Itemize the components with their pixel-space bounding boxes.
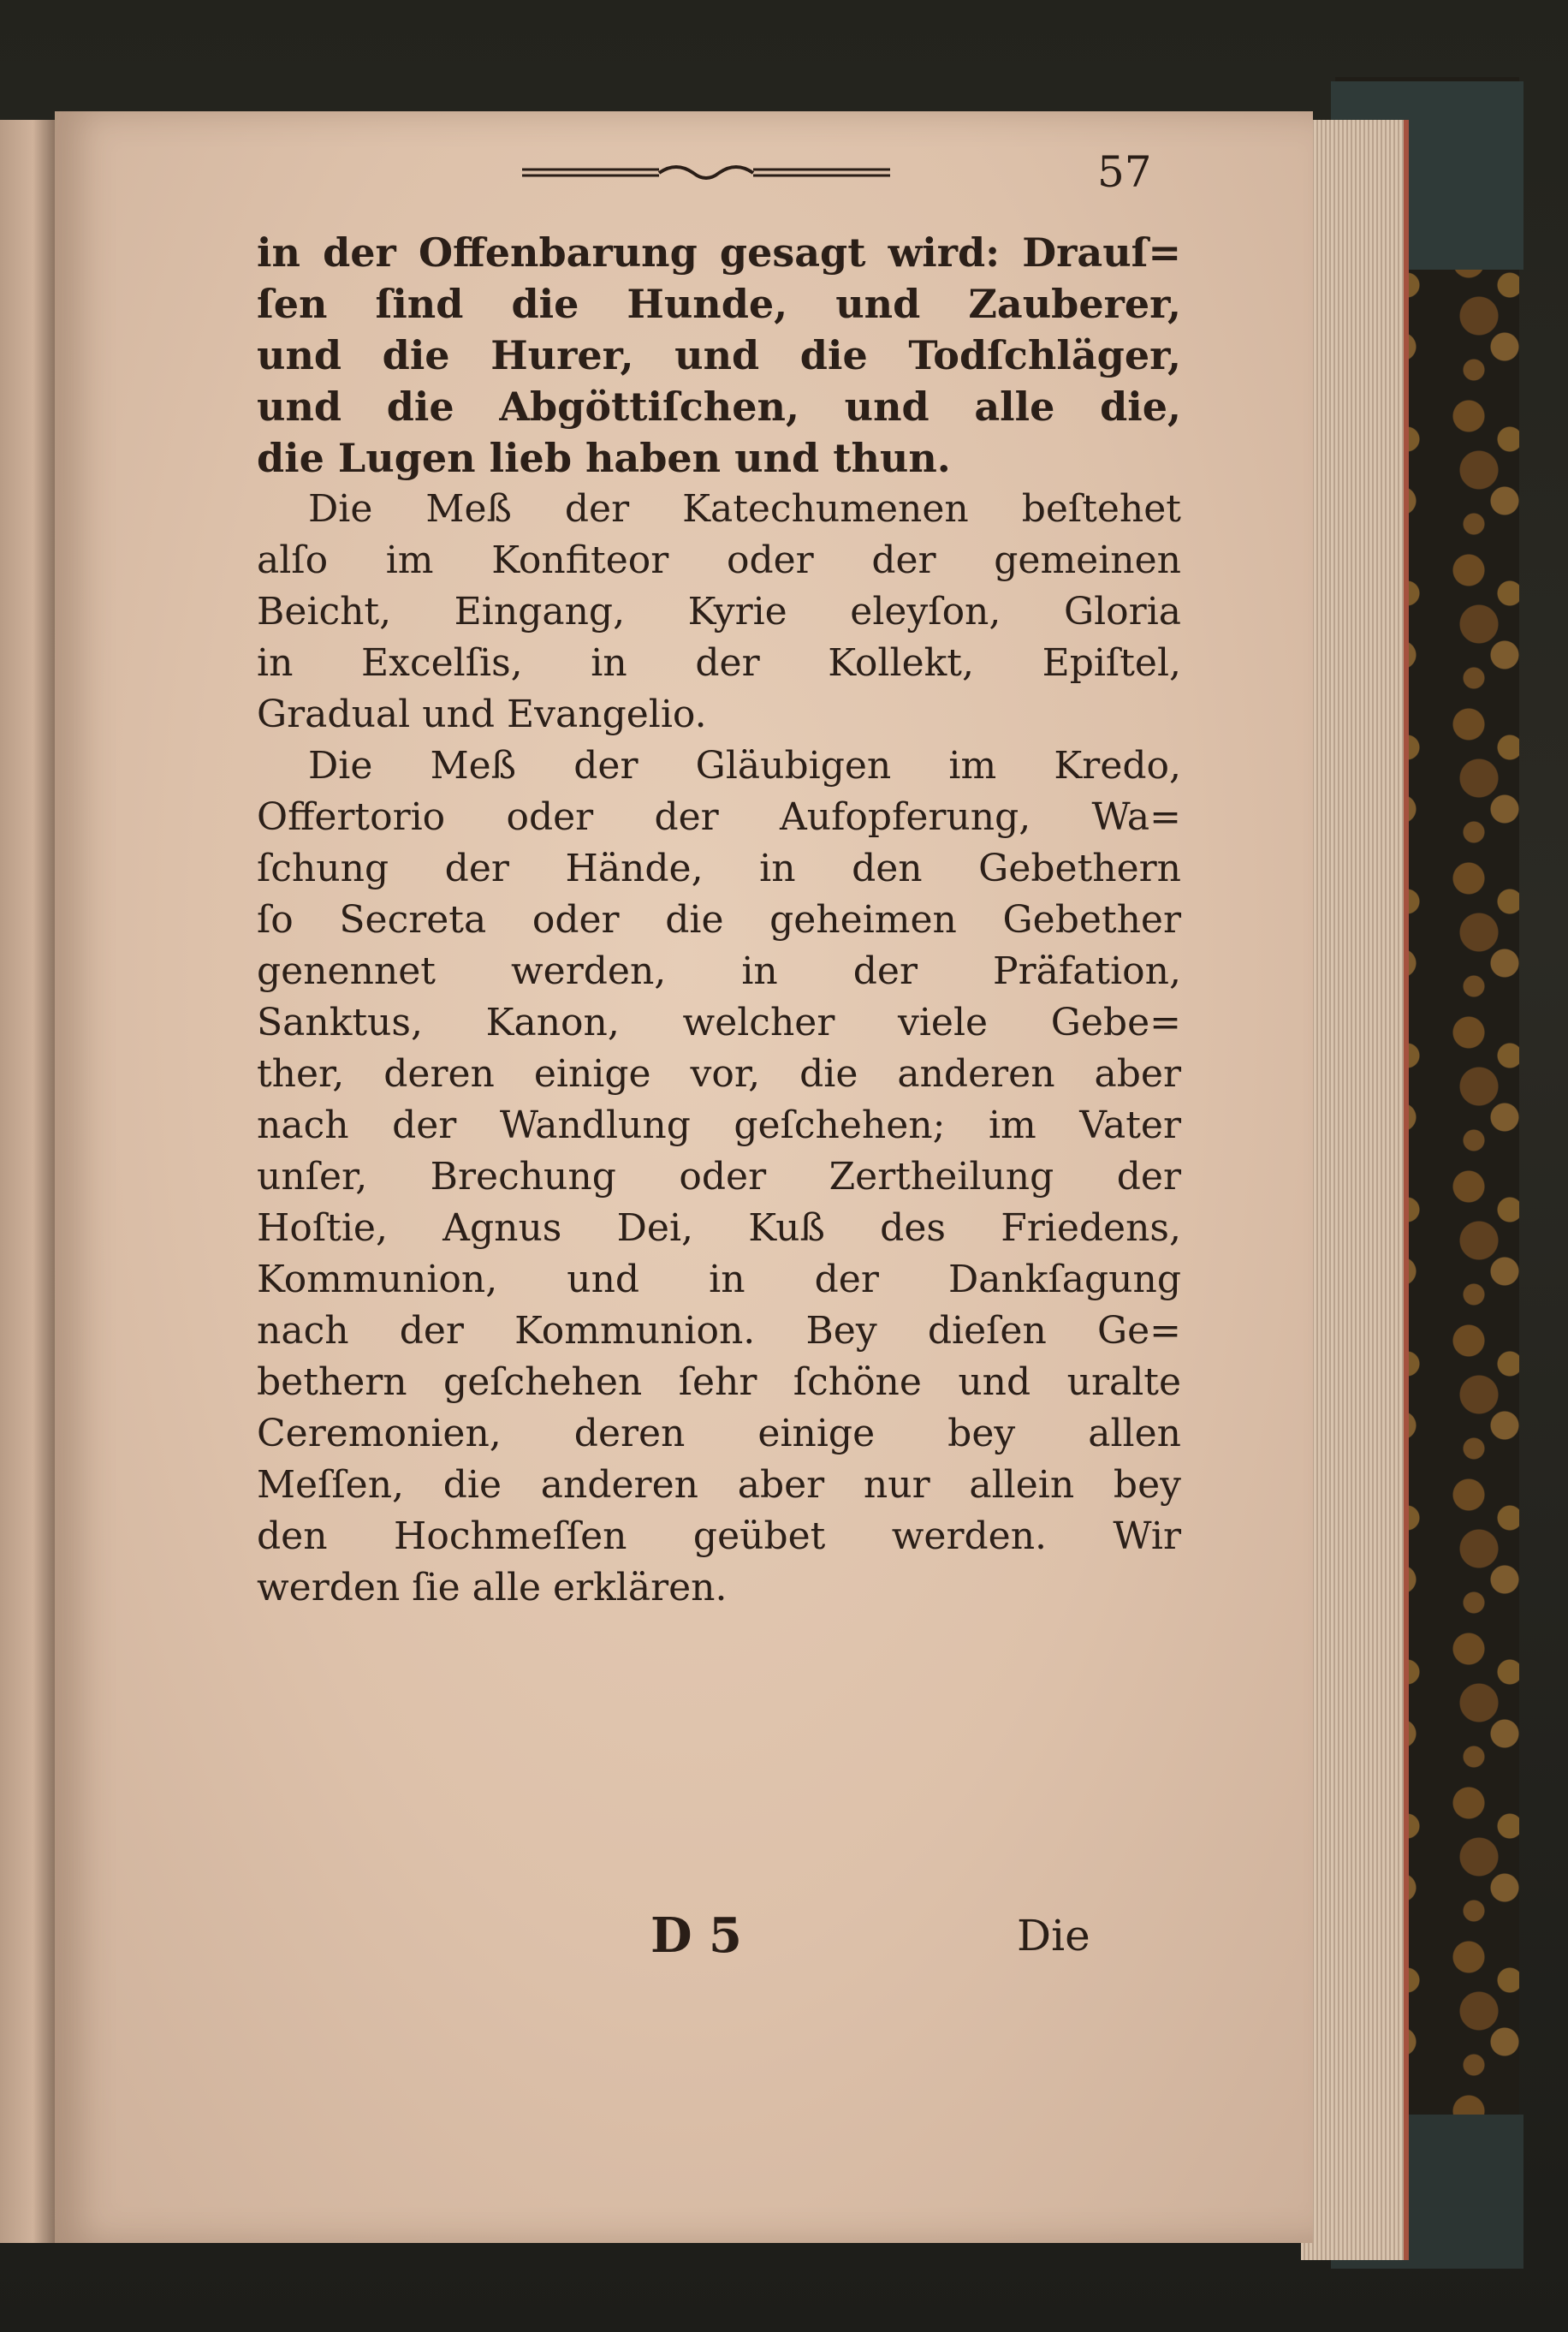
text-line: Offertorio oder der Aufopferung, Wa= xyxy=(257,795,1181,839)
text-line: Gradual und Evangelio. xyxy=(257,693,707,736)
text-line: Ceremonien, deren einige bey allen xyxy=(257,1412,1181,1455)
text-line: ſen ſind die Hunde, und Zauberer, xyxy=(257,281,1181,327)
text-line: in der Offenbarung gesagt wird: Drauſ= xyxy=(257,229,1181,276)
header-ornament xyxy=(522,161,890,185)
text-line: Die Meß der Gläubigen im Kredo, xyxy=(308,744,1181,788)
text-line: Beicht, Eingang, Kyrie eleyſon, Gloria xyxy=(257,590,1181,634)
text-line: und die Abgöttiſchen, und alle die, xyxy=(257,384,1181,430)
text-line: unſer, Brechung oder Zertheilung der xyxy=(257,1155,1181,1199)
text-line: Meſſen, die anderen aber nur allein bey xyxy=(257,1463,1181,1507)
text-line: Sanktus, Kanon, welcher viele Gebe= xyxy=(257,1001,1181,1044)
text-line: nach der Wandlung geſchehen; im Vater xyxy=(257,1104,1181,1147)
text-line: nach der Kommunion. Bey dieſen Ge= xyxy=(257,1309,1181,1353)
text-line: genennet werden, in der Präfation, xyxy=(257,949,1181,993)
text-line: ſo Secreta oder die geheimen Gebether xyxy=(257,898,1181,942)
text-line: bethern geſchehen ſehr ſchöne und uralte xyxy=(257,1360,1181,1404)
text-line: ther, deren einige vor, die anderen aber xyxy=(257,1052,1181,1096)
text-line: in Excelſis, in der Kollekt, Epiſtel, xyxy=(257,641,1181,685)
paragraph-1 xyxy=(257,227,1181,484)
text-line: den Hochmeſſen geübet werden. Wir xyxy=(257,1514,1181,1558)
text-line: werden ſie alle erklären. xyxy=(257,1566,728,1609)
body-text xyxy=(257,227,1181,1614)
page-number: 57 xyxy=(1097,147,1152,197)
text-line: Hoſtie, Agnus Dei, Kuß des Friedens, xyxy=(257,1206,1181,1250)
text-line: ſchung der Hände, in den Gebethern xyxy=(257,847,1181,890)
text-line: die Lugen lieb haben und thun. xyxy=(257,435,951,481)
left-page-edge xyxy=(0,120,55,2243)
text-line: und die Hurer, und die Todſchläger, xyxy=(257,332,1181,378)
page-edges xyxy=(1301,120,1409,2260)
paragraph-3 xyxy=(257,741,1181,1614)
catchword: Die xyxy=(1017,1911,1090,1960)
signature-mark: D 5 xyxy=(650,1907,743,1964)
text-line: Die Meß der Katechumenen beſtehet xyxy=(308,487,1181,531)
text-line: alſo im Konfiteor oder der gemeinen xyxy=(257,538,1181,582)
text-line: Kommunion, und in der Dankſagung xyxy=(257,1258,1181,1301)
paragraph-2 xyxy=(257,484,1181,741)
